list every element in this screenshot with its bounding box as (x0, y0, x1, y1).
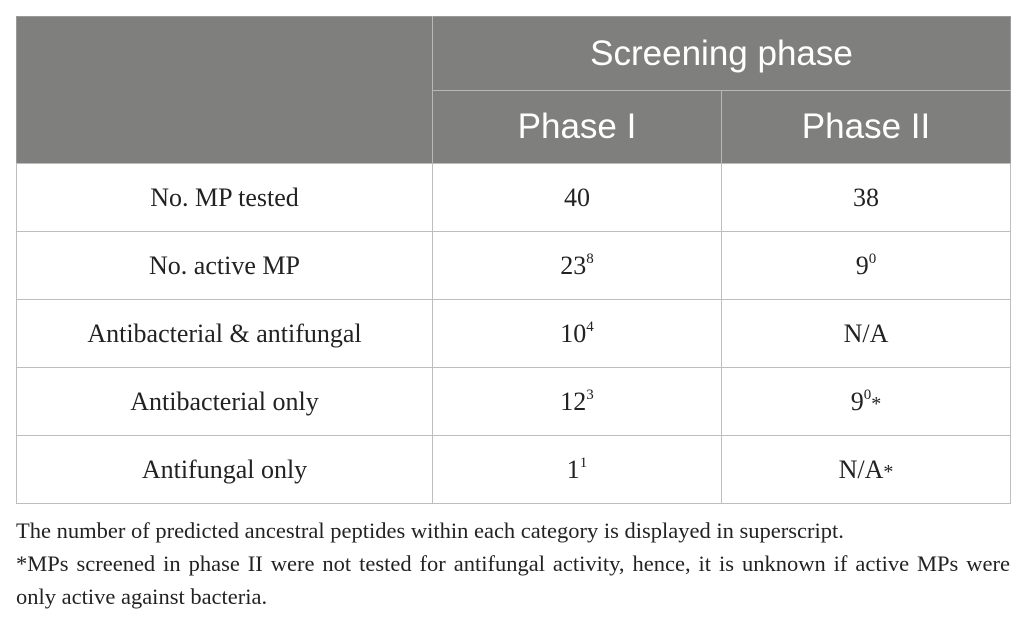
cell-superscript: 1 (579, 454, 588, 471)
cell-superscript: 4 (586, 318, 594, 335)
table-row (17, 232, 1011, 300)
row-label: Antifungal only (17, 436, 433, 504)
table-header (17, 17, 1011, 164)
cell-value: 10 (560, 318, 587, 348)
cell-superscript: 3 (586, 386, 594, 403)
table-row (17, 300, 1011, 368)
cell-value: N/A (838, 454, 884, 484)
cell-phase-2 (722, 232, 1011, 300)
cell-value: 23 (560, 250, 587, 280)
header-phase-2: Phase II (722, 91, 1011, 164)
table-footnote (16, 514, 1010, 613)
cell-superscript: 8 (586, 250, 594, 267)
cell-footnote-mark: * (871, 392, 882, 415)
cell-phase-1 (433, 436, 722, 504)
footnote-superscript-note: The number of predicted ancestral peptides within each category is displayed in superscript. (16, 518, 844, 543)
cell-value: N/A (843, 318, 889, 348)
cell-phase-2 (722, 436, 1011, 504)
cell-superscript: 0 (868, 250, 877, 267)
cell-value: 12 (560, 386, 587, 416)
cell-phase-2 (722, 368, 1011, 436)
table-row (17, 436, 1011, 504)
header-corner-cell (17, 17, 433, 164)
table-body (17, 164, 1011, 504)
row-label: Antibacterial & antifungal (17, 300, 433, 368)
cell-footnote-mark: * (883, 460, 894, 483)
cell-phase-2 (722, 300, 1011, 368)
header-phase-1: Phase I (433, 91, 722, 164)
header-screening-phase: Screening phase (433, 17, 1011, 91)
cell-superscript: 0 (863, 386, 872, 403)
row-label: No. MP tested (17, 164, 433, 232)
table-row (17, 164, 1011, 232)
cell-phase-2 (722, 164, 1011, 232)
row-label: No. active MP (17, 232, 433, 300)
cell-phase-1 (433, 164, 722, 232)
cell-phase-1 (433, 368, 722, 436)
cell-value: 9 (850, 386, 864, 416)
footnote-asterisk-note: *MPs screened in phase II were not tested for antifungal activity, hence, it is unknown if active MPs were only active against bacteria. (16, 551, 1010, 609)
row-label: Antibacterial only (17, 368, 433, 436)
results-table-container (16, 16, 1010, 504)
screening-results-table (16, 16, 1011, 504)
cell-phase-1 (433, 232, 722, 300)
cell-value: 9 (855, 250, 869, 280)
header-row-group (17, 17, 1011, 91)
cell-value: 1 (566, 454, 580, 484)
cell-value: 40 (564, 182, 590, 212)
cell-phase-1 (433, 300, 722, 368)
table-row (17, 368, 1011, 436)
cell-value: 38 (853, 182, 879, 212)
